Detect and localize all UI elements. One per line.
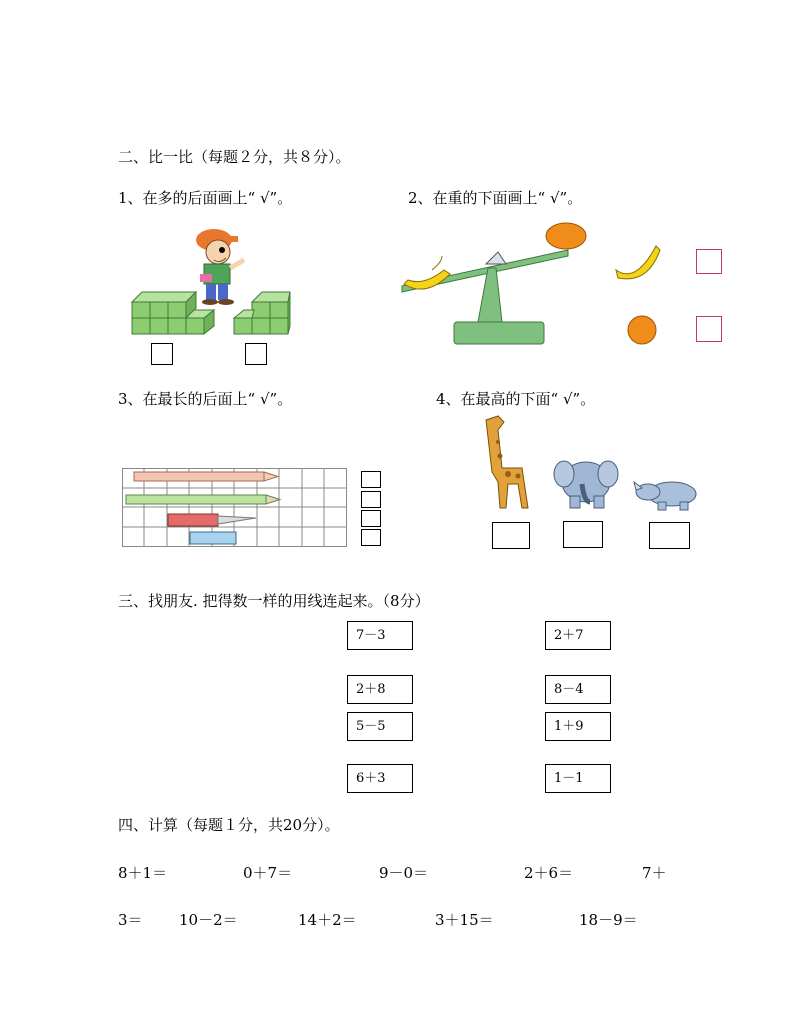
calc-item: 0＋7＝ [243, 864, 293, 882]
answer-box-q1-right[interactable] [245, 343, 267, 365]
match-right-1[interactable]: 2＋7 [545, 621, 611, 650]
answer-box-q3-row3[interactable] [361, 510, 381, 527]
calc-item: 18－9＝ [579, 911, 638, 929]
balance-scale-illustration [398, 222, 598, 352]
calc-item: 8＋1＝ [118, 864, 168, 882]
answer-box-q1-left[interactable] [151, 343, 173, 365]
calc-item: 10－2＝ [179, 911, 238, 929]
answer-box-banana[interactable] [696, 249, 722, 274]
match-right-2[interactable]: 8－4 [545, 675, 611, 704]
match-right-4[interactable]: 1－1 [545, 764, 611, 793]
section3-title: 三、找朋友. 把得数一样的用线连起来。（8分） [118, 592, 430, 610]
calc-item: 14＋2＝ [298, 911, 357, 929]
match-left-2[interactable]: 2＋8 [347, 675, 413, 704]
question-1: 1、在多的后面画上“ √”。 [118, 189, 293, 207]
calc-item: 3＝ [118, 911, 143, 929]
answer-box-q3-row2[interactable] [361, 491, 381, 508]
section4-title: 四、计算（每题１分，共20分）。 [118, 816, 340, 834]
question-3: 3、在最长的后面上“ √”。 [118, 390, 293, 408]
match-left-3[interactable]: 5－5 [347, 712, 413, 741]
answer-box-orange[interactable] [696, 316, 722, 342]
answer-box-q3-row4[interactable] [361, 529, 381, 546]
banana-icon [612, 240, 662, 284]
elephant-illustration [554, 452, 618, 510]
question-2: 2、在重的下面画上“ √”。 [408, 189, 583, 207]
answer-box-elephant[interactable] [563, 521, 603, 548]
match-left-4[interactable]: 6＋3 [347, 764, 413, 793]
section2-title: 二、比一比（每题２分，共８分）。 [118, 148, 351, 166]
calc-item: 9－0＝ [379, 864, 429, 882]
orange-icon [626, 314, 660, 346]
answer-box-rhino[interactable] [649, 522, 690, 549]
answer-box-giraffe[interactable] [492, 522, 530, 549]
calc-item: 7＋ [642, 864, 667, 882]
calc-item: 3＋15＝ [435, 911, 494, 929]
calc-item: 2＋6＝ [524, 864, 574, 882]
pencil-grid-illustration [122, 468, 352, 548]
match-left-1[interactable]: 7－3 [347, 621, 413, 650]
answer-box-q3-row1[interactable] [361, 471, 381, 488]
rhino-illustration [634, 476, 700, 512]
giraffe-illustration [478, 412, 538, 512]
question-4: 4、在最高的下面“ √”。 [436, 390, 596, 408]
match-right-3[interactable]: 1＋9 [545, 712, 611, 741]
boy-illustration [186, 222, 256, 306]
